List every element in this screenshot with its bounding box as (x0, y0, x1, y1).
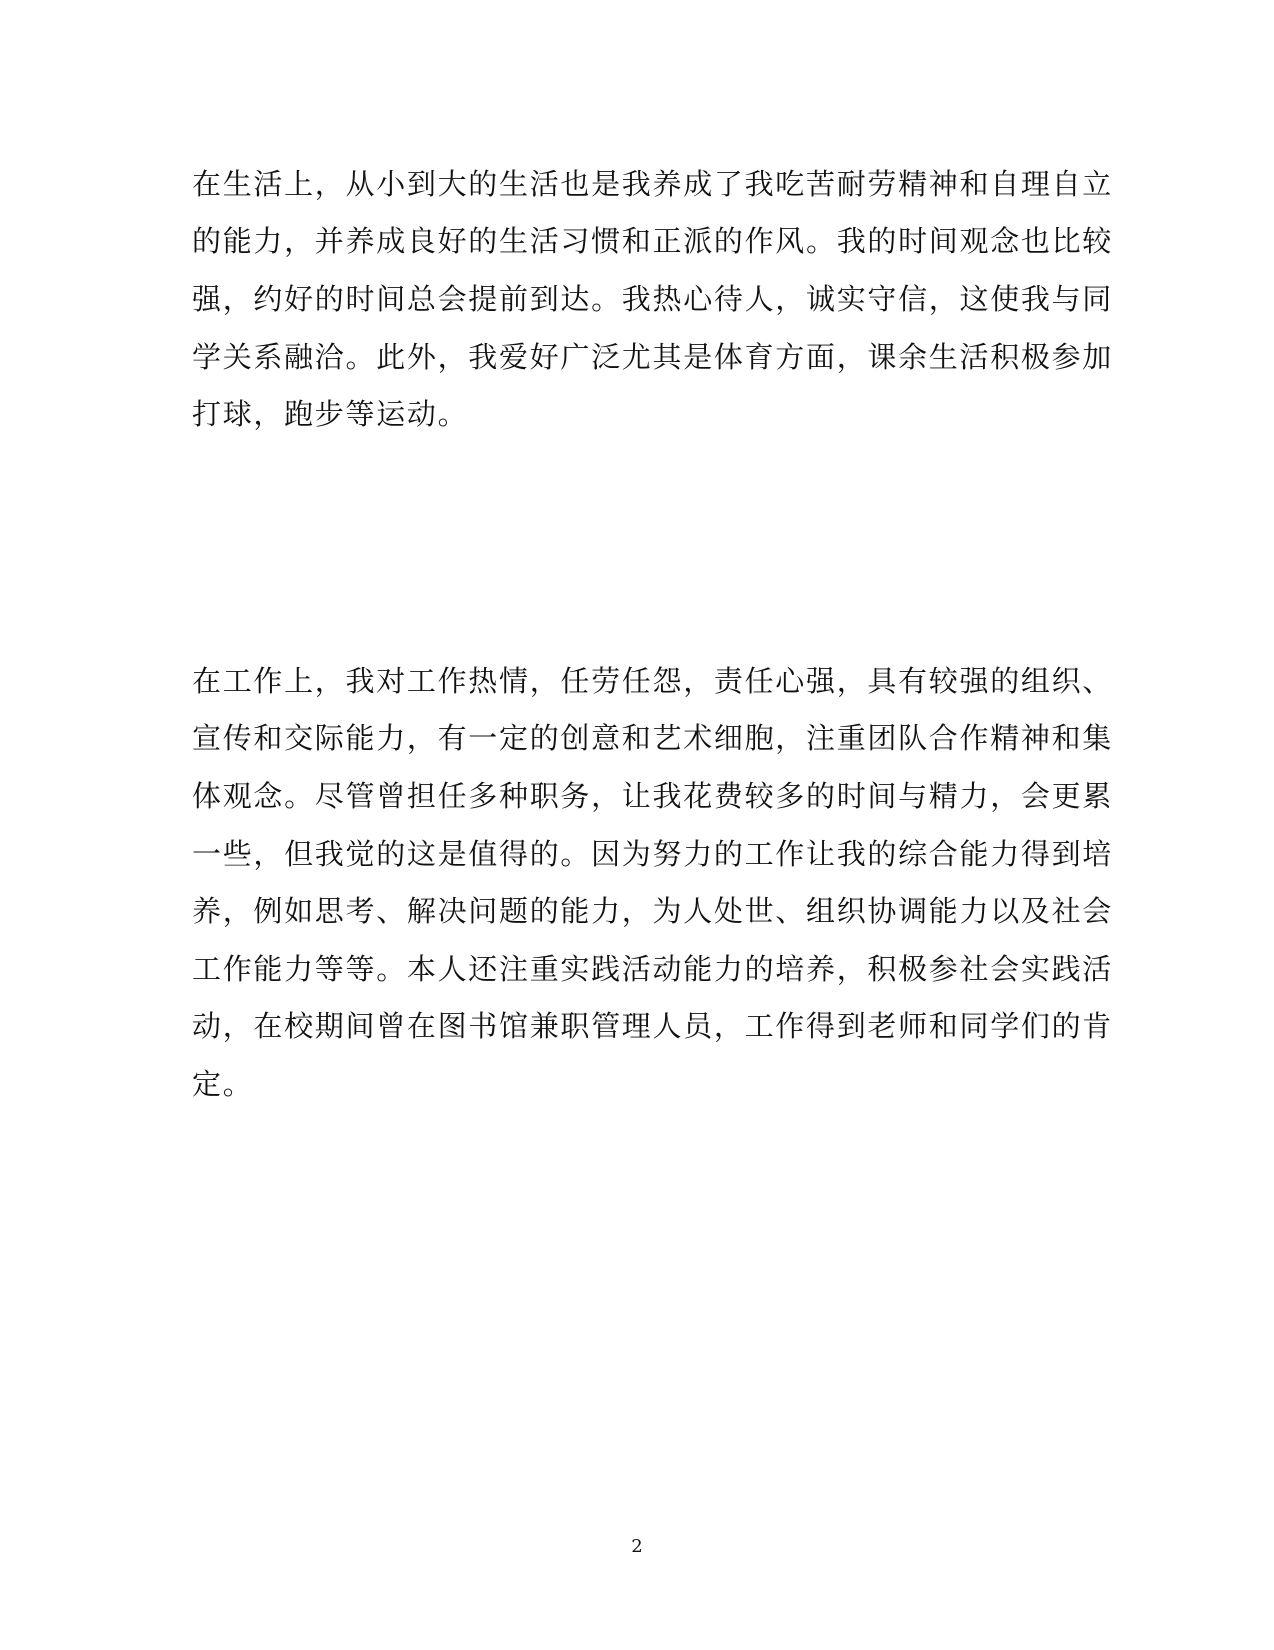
paragraph-line: 养，例如思考、解决问题的能力，为人处世、组织协调能力以及社会 (192, 894, 1114, 928)
paragraph-line: 强，约好的时间总会提前到达。我热心待人，诚实守信，这使我与同 (192, 282, 1114, 316)
paragraph-line: 定。 (192, 1067, 254, 1101)
paragraph-line: 打球，跑步等运动。 (192, 397, 469, 431)
page-number: 2 (631, 1536, 643, 1557)
paragraph-line: 工作能力等等。本人还注重实践活动能力的培养，积极参社会实践活 (192, 952, 1114, 986)
paragraph-line: 学关系融洽。此外，我爱好广泛尤其是体育方面，课余生活积极参加 (192, 340, 1114, 374)
paragraph-line: 一些，但我觉的这是值得的。因为努力的工作让我的综合能力得到培 (192, 837, 1114, 871)
paragraph-line: 宣传和交际能力，有一定的创意和艺术细胞，注重团队合作精神和集 (192, 721, 1114, 755)
paragraph-line: 在生活上，从小到大的生活也是我养成了我吃苦耐劳精神和自理自立 (192, 167, 1114, 201)
paragraph-line: 体观念。尽管曾担任多种职务，让我花费较多的时间与精力，会更累 (192, 779, 1114, 813)
paragraph-line: 动，在校期间曾在图书馆兼职管理人员，工作得到老师和同学们的肯 (192, 1009, 1114, 1043)
paragraph-line: 在工作上，我对工作热情，任劳任怨，责任心强，具有较强的组织、 (192, 664, 1114, 698)
paragraph-line: 的能力，并养成良好的生活习惯和正派的作风。我的时间观念也比较 (192, 224, 1114, 258)
